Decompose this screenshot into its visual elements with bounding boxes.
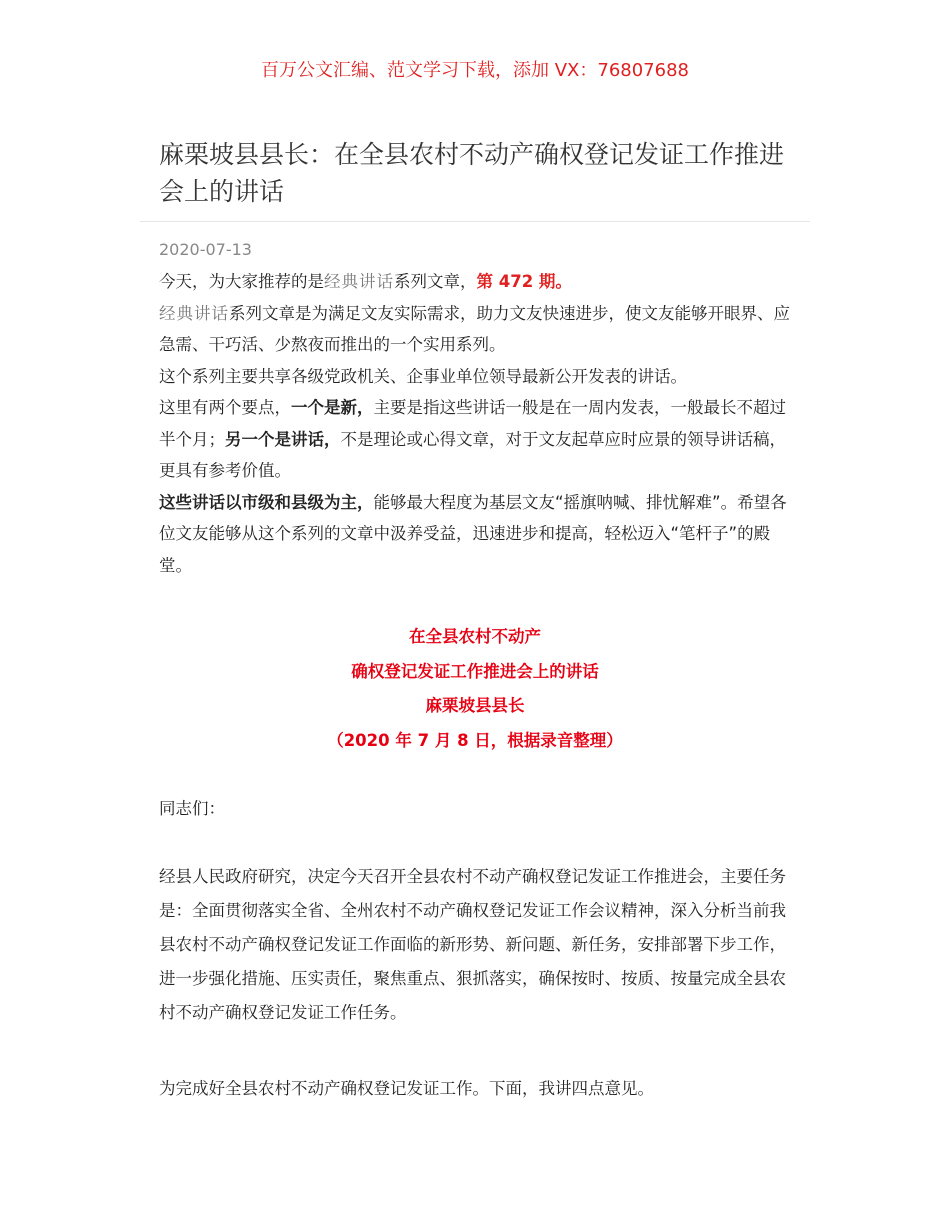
intro-text: 能够最大程度为基层文友“摇旗呐喊、排忧解难”。希望各位文友能够从这个系列的文章中汲养受益，迅速进步和提高，轻松迈入“笔杆子”的殿堂。 [159,492,787,575]
speech-paragraph-1: 经县人民政府研究，决定今天召开全县农村不动产确权登记发证工作推进会，主要任务是：全面贯彻落实全省、全州农村不动产确权登记发证工作会议精神，深入分析当前我县农村不动产确权登记发证工作面临的新形势、新问题、新任务，安排部署下步工作，进一步强化措施、压实责任，聚焦重点、狠抓落实，确保按时、按质、按量完成全县农村不动产确权登记发证工作任务。 [159,867,786,1022]
intro-text: 不是理论或心得文章，对于文友起草应时应景的领导讲话稿，更具有参考价值。 [159,429,786,480]
intro-paragraph-2 [159,298,799,361]
intro-text: 这里有两个要点， [159,398,291,417]
speech-salutation: 同志们： [159,799,225,818]
intro-text: 系列文章， [394,272,477,291]
series-name: 经典讲话 [324,272,394,291]
title-divider [140,221,810,222]
series-name: 经典讲话 [159,303,229,323]
intro-paragraph-5 [159,487,799,582]
speech-heading-line-4: （2020 年 7 月 8 日，根据录音整理） [327,730,623,750]
promo-banner: 百万公文汇编、范文学习下载，添加 VX：76807688 [261,60,689,81]
publish-date: 2020-07-13 [159,240,252,259]
article-title: 麻栗坡县县长：在全县农村不动产确权登记发证工作推进会上的讲话 [159,140,785,206]
key-point-new: 一个是新， [291,398,374,417]
key-point-level: 这些讲话以市级和县级为主， [159,492,374,512]
intro-text: 今天，为大家推荐的是 [159,272,324,291]
speech-heading-line-3: 麻栗坡县县长 [425,696,525,715]
issue-number: 第 472 期。 [476,272,572,291]
intro-paragraph-1 [159,266,799,298]
intro-paragraph-3: 这个系列主要共享各级党政机关、企事业单位领导最新公开发表的讲话。 [159,366,687,386]
series-intro [159,266,799,581]
intro-text: 系列文章是为满足文友实际需求，助力文友快速进步，使文友能够开眼界、应急需、干巧活、少熬夜而推出的一个实用系列。 [159,303,790,354]
intro-text: 主要是指这些讲话一般是在一周内发表，一般最长不超过半个月； [159,398,786,449]
speech-heading-line-1: 在全县农村不动产 [409,627,541,646]
speech-heading-line-2: 确权登记发证工作推进会上的讲话 [351,661,599,681]
intro-paragraph-4 [159,392,799,487]
key-point-speech: 另一个是讲话， [225,429,341,449]
speech-paragraph-2: 为完成好全县农村不动产确权登记发证工作。下面，我讲四点意见。 [159,1079,654,1098]
speech-heading [0,620,950,758]
